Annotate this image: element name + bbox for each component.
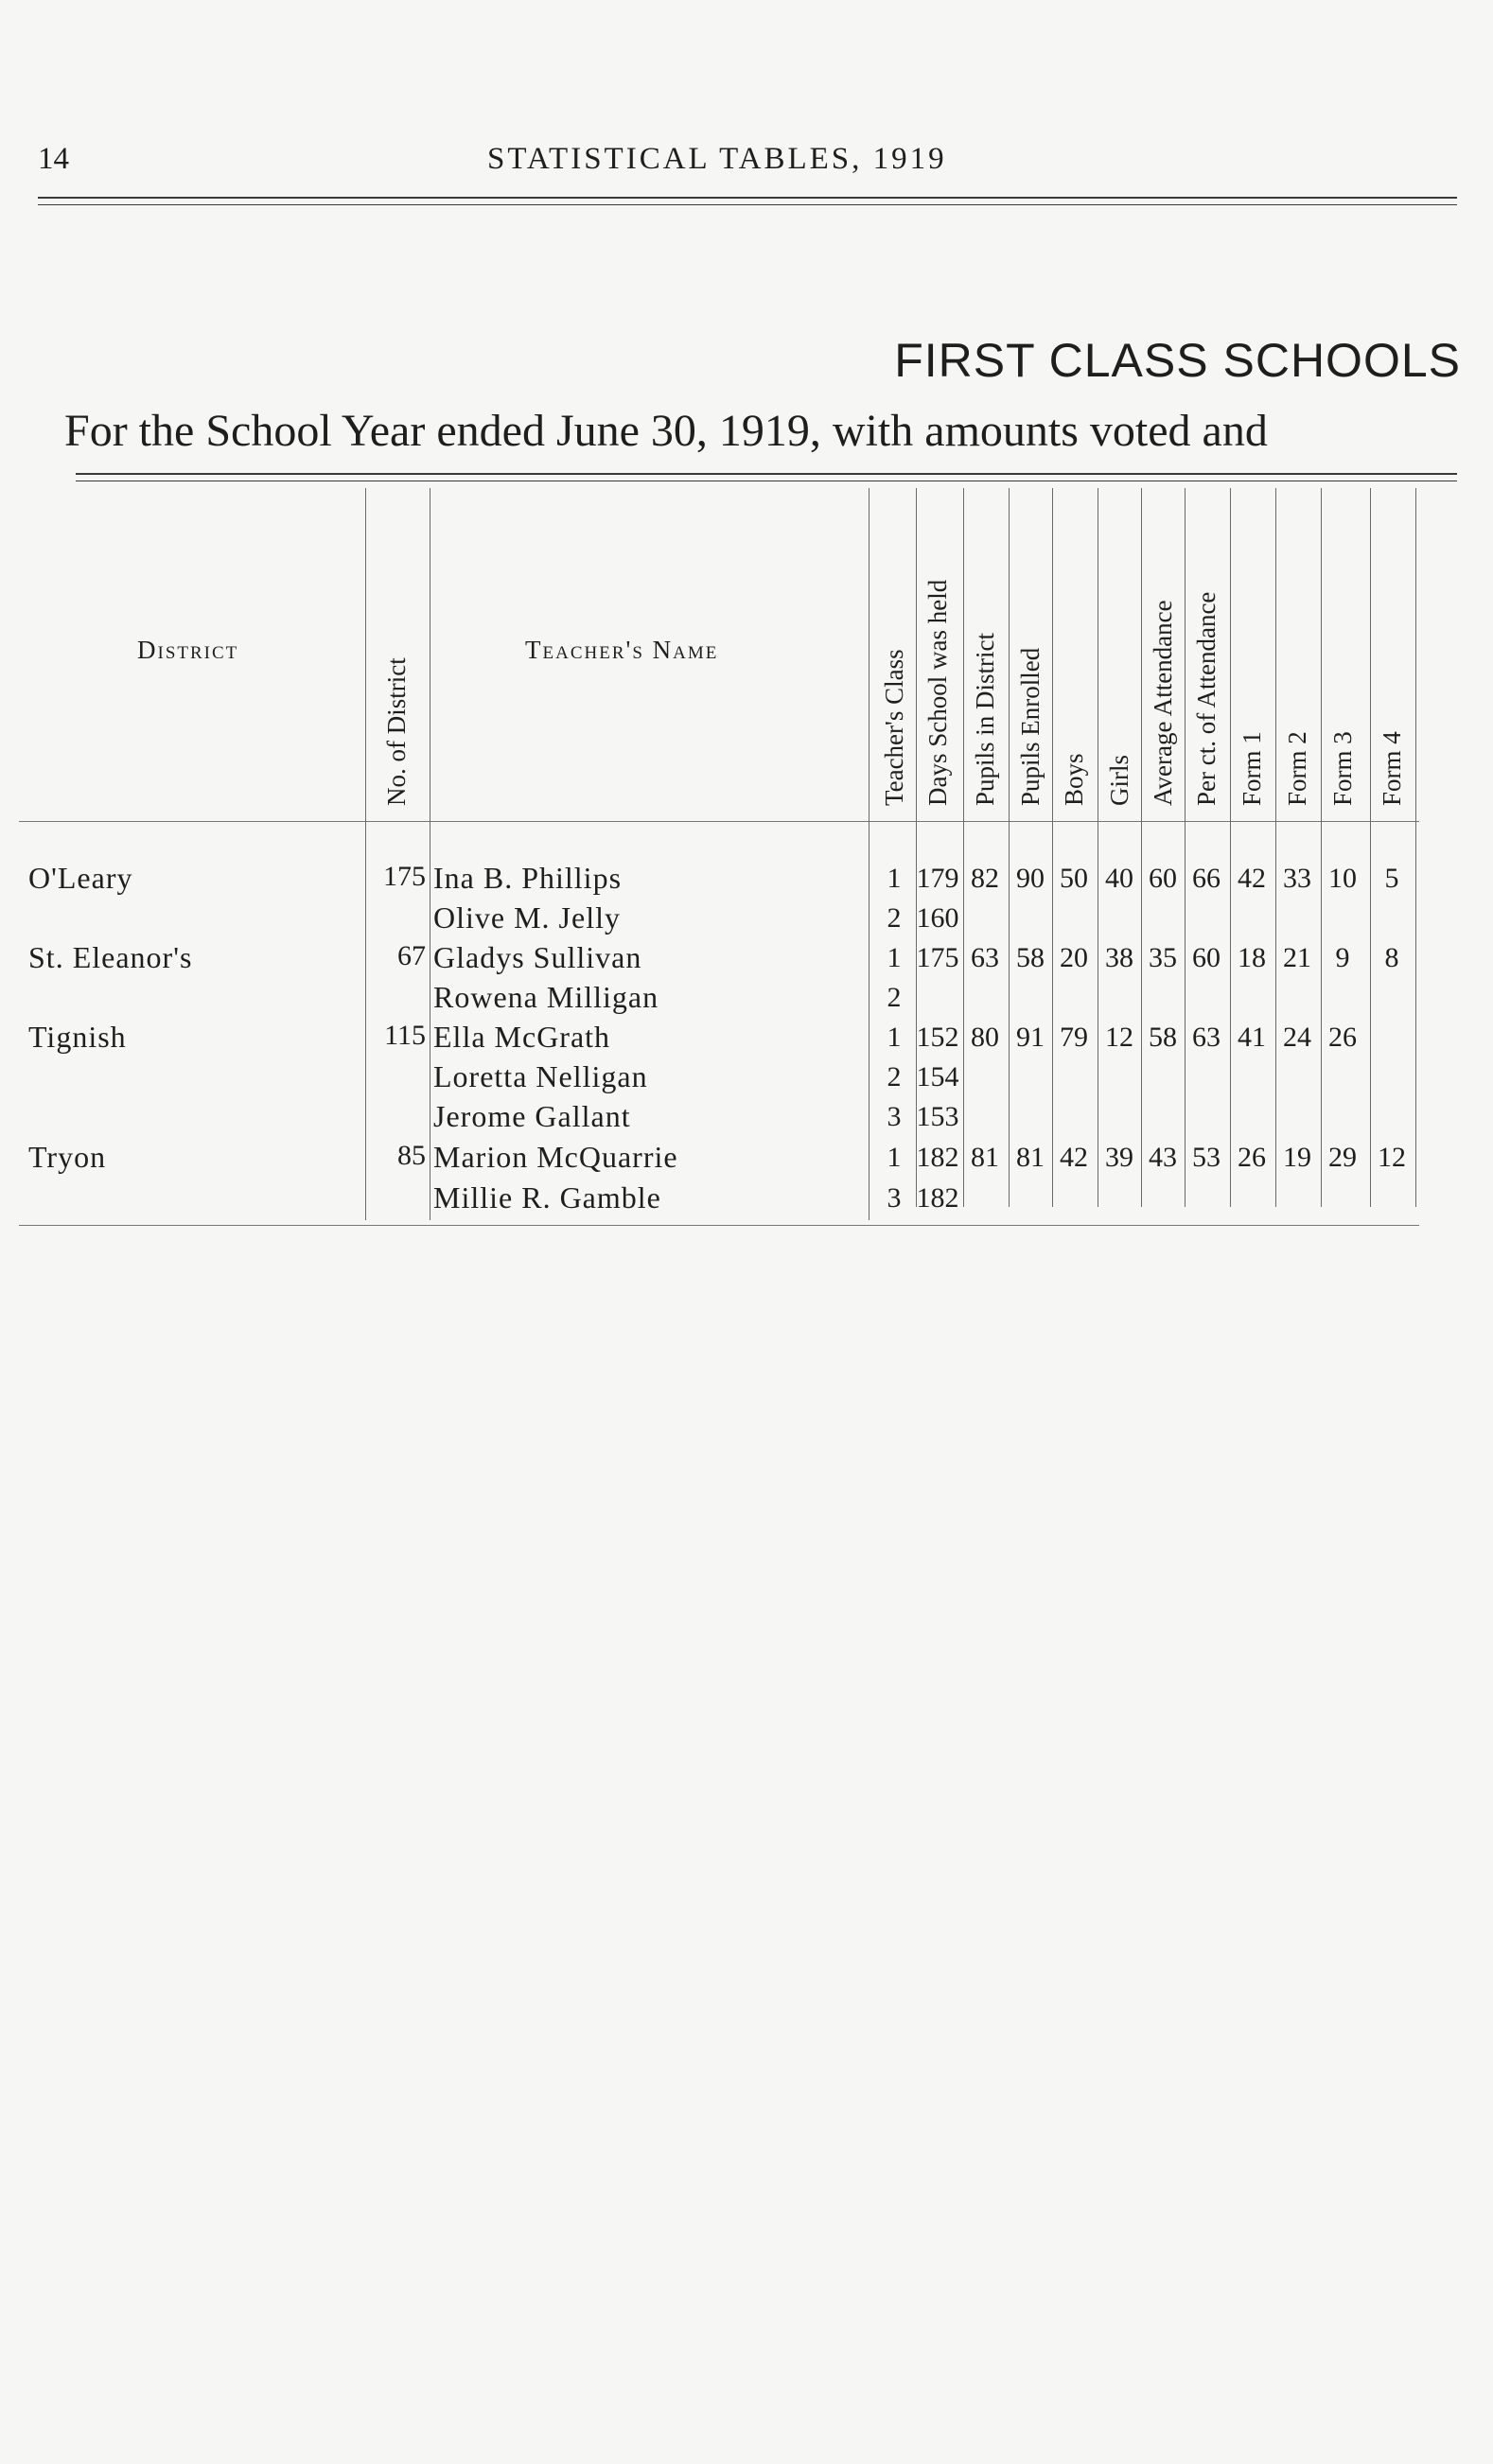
cell-average-attendance: 35 (1149, 942, 1177, 973)
header-teachers-name: Teacher's Name (525, 636, 719, 664)
page-title: FIRST CLASS SCHOOLS (894, 334, 1461, 387)
cell-form-2: 21 (1283, 942, 1311, 973)
header-girls: Girls (1105, 755, 1133, 806)
column-divider (1275, 488, 1276, 1207)
cell-teacher-s-class: 2 (887, 982, 902, 1013)
cell-teacher-name: Millie R. Gamble (433, 1180, 661, 1215)
cell-days-school-was-held: 182 (916, 1142, 959, 1173)
cell-girls: 12 (1105, 1022, 1133, 1053)
header-days-school-was-held: Days School was held (923, 579, 952, 806)
cell-boys: 79 (1060, 1022, 1088, 1053)
table-header-rule (19, 821, 1419, 822)
cell-pupils-in-district: 63 (971, 942, 999, 973)
cell-teacher-name: Ella McGrath (433, 1020, 611, 1054)
column-divider (1141, 488, 1142, 1207)
header-average-attendance: Average Attendance (1149, 600, 1177, 806)
cell-average-attendance: 58 (1149, 1022, 1177, 1053)
cell-pupils-enrolled: 90 (1016, 863, 1045, 894)
cell-days-school-was-held: 160 (916, 902, 959, 934)
column-divider (1052, 488, 1053, 1207)
cell-boys: 50 (1060, 863, 1088, 894)
cell-per-ct-of-attendance: 60 (1192, 942, 1221, 973)
cell-days-school-was-held: 182 (916, 1182, 959, 1214)
header-rule-thin (38, 204, 1457, 205)
column-divider (1185, 488, 1186, 1207)
cell-teacher-s-class: 1 (887, 1022, 902, 1053)
cell-days-school-was-held: 175 (916, 942, 959, 973)
cell-teacher-name: Rowena Milligan (433, 980, 659, 1014)
cell-teacher-s-class: 1 (887, 863, 902, 894)
running-head: STATISTICAL TABLES, 1919 (487, 142, 947, 176)
header-rule (38, 197, 1457, 199)
table-bottom-rule (19, 1225, 1419, 1226)
cell-teacher-name: Loretta Nelligan (433, 1059, 648, 1093)
cell-teacher-s-class: 2 (887, 1061, 902, 1092)
cell-teacher-s-class: 3 (887, 1101, 902, 1132)
header-district: District (137, 636, 239, 664)
header-form-2: Form 2 (1283, 731, 1311, 806)
cell-form-1: 26 (1238, 1142, 1266, 1173)
cell-pupils-enrolled: 91 (1016, 1022, 1045, 1053)
column-divider (365, 488, 366, 1220)
cell-district: St. Eleanor's (28, 940, 193, 974)
header-boys: Boys (1060, 753, 1088, 806)
cell-teacher-name: Ina B. Phillips (433, 861, 623, 895)
cell-district: Tryon (28, 1140, 107, 1174)
header-no-of-district: No. of District (382, 657, 411, 806)
cell-form-1: 18 (1238, 942, 1266, 973)
header-form-3: Form 3 (1328, 731, 1357, 806)
cell-average-attendance: 43 (1149, 1142, 1177, 1173)
table-top-rule (76, 473, 1457, 475)
cell-pupils-enrolled: 58 (1016, 942, 1045, 973)
page-number: 14 (38, 142, 69, 176)
cell-district: Tignish (28, 1020, 127, 1054)
cell-girls: 40 (1105, 863, 1133, 894)
cell-teacher-name: Olive M. Jelly (433, 900, 621, 935)
cell-form-2: 19 (1283, 1142, 1311, 1173)
cell-per-ct-of-attendance: 63 (1192, 1022, 1221, 1053)
header-form-4: Form 4 (1378, 731, 1406, 806)
cell-days-school-was-held: 153 (916, 1101, 959, 1132)
cell-form-1: 41 (1238, 1022, 1266, 1053)
cell-pupils-in-district: 82 (971, 863, 999, 894)
cell-form-2: 33 (1283, 863, 1311, 894)
cell-form-4: 8 (1384, 942, 1399, 973)
cell-form-4: 12 (1378, 1142, 1406, 1173)
header-pupils-enrolled: Pupils Enrolled (1016, 647, 1045, 806)
cell-pupils-enrolled: 81 (1016, 1142, 1045, 1173)
cell-girls: 38 (1105, 942, 1133, 973)
cell-form-3: 10 (1328, 863, 1357, 894)
header-per-ct-of-attendance: Per ct. of Attendance (1192, 591, 1221, 806)
header-teacher-s-class: Teacher's Class (880, 649, 908, 806)
cell-boys: 20 (1060, 942, 1088, 973)
column-divider (963, 488, 964, 1207)
cell-district-number: 67 (397, 940, 426, 971)
column-divider (1009, 488, 1010, 1207)
cell-boys: 42 (1060, 1142, 1088, 1173)
cell-form-3: 26 (1328, 1022, 1357, 1053)
cell-district-number: 115 (384, 1020, 426, 1051)
cell-form-3: 29 (1328, 1142, 1357, 1173)
cell-girls: 39 (1105, 1142, 1133, 1173)
cell-per-ct-of-attendance: 66 (1192, 863, 1221, 894)
column-divider (1230, 488, 1231, 1207)
cell-district: O'Leary (28, 861, 133, 895)
cell-district-number: 85 (397, 1140, 426, 1171)
cell-days-school-was-held: 179 (916, 863, 959, 894)
column-divider (916, 488, 917, 1207)
column-divider (1415, 488, 1416, 1207)
column-divider (1370, 488, 1371, 1207)
header-form-1: Form 1 (1238, 731, 1266, 806)
cell-days-school-was-held: 152 (916, 1022, 959, 1053)
header-pupils-in-district: Pupils in District (971, 632, 999, 806)
cell-teacher-s-class: 1 (887, 942, 902, 973)
cell-per-ct-of-attendance: 53 (1192, 1142, 1221, 1173)
page-subtitle: For the School Year ended June 30, 1919, with amounts voted and (64, 406, 1268, 456)
cell-district-number: 175 (383, 861, 426, 892)
cell-teacher-name: Jerome Gallant (433, 1099, 631, 1133)
cell-form-2: 24 (1283, 1022, 1311, 1053)
cell-form-1: 42 (1238, 863, 1266, 894)
cell-teacher-s-class: 2 (887, 902, 902, 934)
cell-teacher-s-class: 3 (887, 1182, 902, 1214)
cell-form-4: 5 (1384, 863, 1399, 894)
cell-pupils-in-district: 80 (971, 1022, 999, 1053)
cell-days-school-was-held: 154 (916, 1061, 959, 1092)
cell-teacher-s-class: 1 (887, 1142, 902, 1173)
cell-pupils-in-district: 81 (971, 1142, 999, 1173)
column-divider (1321, 488, 1322, 1207)
cell-teacher-name: Marion McQuarrie (433, 1140, 678, 1174)
cell-form-3: 9 (1335, 942, 1350, 973)
cell-average-attendance: 60 (1149, 863, 1177, 894)
cell-teacher-name: Gladys Sullivan (433, 940, 642, 974)
